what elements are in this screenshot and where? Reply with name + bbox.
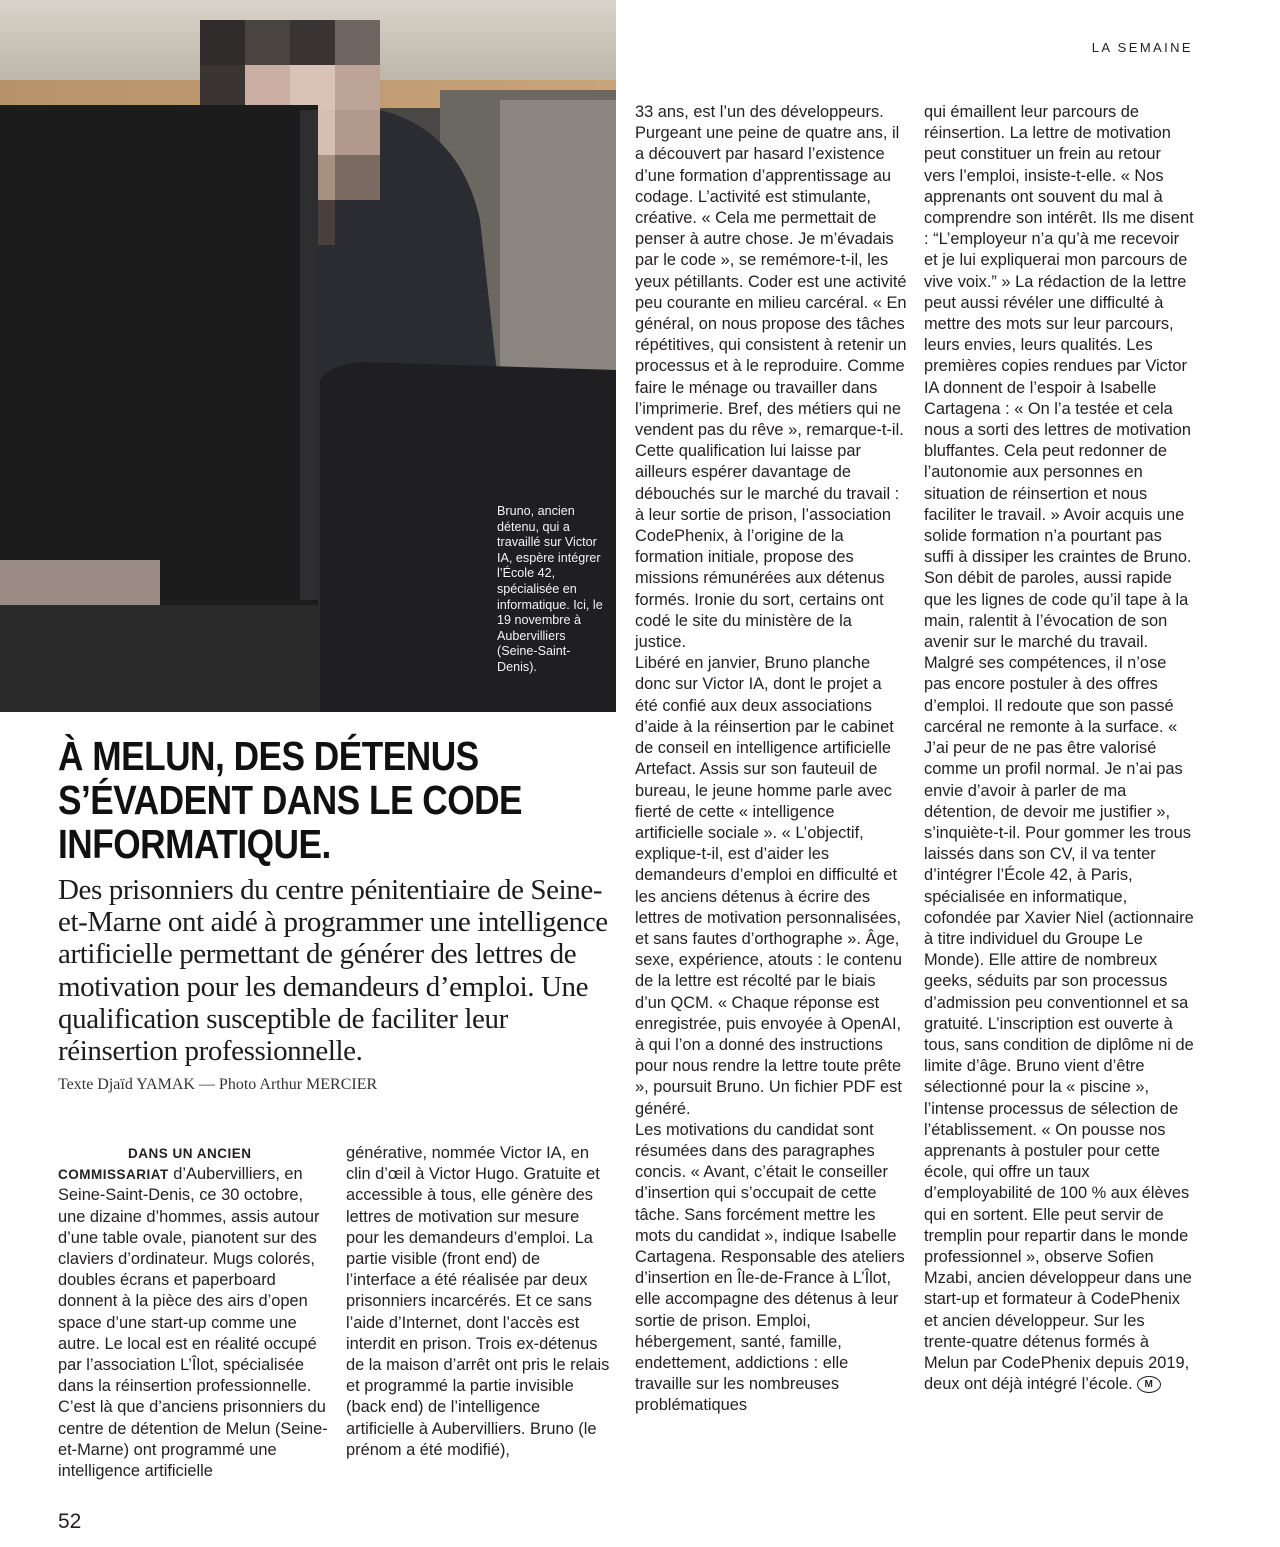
body-column-1-text: d’Aubervilliers, en Seine-Saint-Denis, ce 30 octobre, une dizaine d’hommes, assis autour d’une table ovale, pianotent sur des claviers d’ordinateur. Mugs colorés, doubles écrans et paperboard donnent à la pièce des airs d’open space d’une start-up comme une autre. Le local est en réalité occupé par l’association L’Îlot, spécialisée dans la réinsertion professionnelle. C’est là que d’anciens prisonniers du centre de détention de Melun (Seine-et-Marne) ont programmé une intelligence artificielle xyxy=(58,1165,328,1481)
body-column-2: générative, nommée Victor IA, en clin d’œil à Victor Hugo. Gratuite et accessible à tous, elle génère des lettres de motivation sur mesure pour les demandeurs d’emploi. La partie visible (front end) de l’interface a été réalisée par deux prisonniers incarcérés. Et ce sans l’aide d’Internet, dont l’accès est interdit en prison. Trois ex-détenus de la maison d’arrêt ont pris le relais et programmé la partie invisible (back end) de l’intelligence artificielle à Aubervilliers. Bruno (le prénom a été modifié), xyxy=(346,1144,610,1459)
photo-caption: Bruno, ancien détenu, qui a travaillé sur Victor IA, espère intégrer l’École 42, spécialisée en informatique. Ici, le 19 novembre à Aubervilliers (Seine-Saint-Denis). xyxy=(497,504,603,674)
body-column-1 xyxy=(58,1143,333,1482)
end-mark-icon: M xyxy=(1137,1376,1161,1393)
section-label: LA SEMAINE xyxy=(1091,40,1193,55)
body-column-4 xyxy=(924,102,1196,1395)
article-standfirst: Des prisonniers du centre pénitentiaire de Seine-et-Marne ont aidé à programmer une intelligence artificielle permettant de générer des lettres de motivation pour les demandeurs d’emploi. Une qualification susceptible de faciliter leur réinsertion professionnelle. xyxy=(58,874,608,1068)
article-credits: Texte Djaïd YAMAK — Photo Arthur MERCIER xyxy=(58,1076,378,1093)
page-number: 52 xyxy=(58,1510,82,1533)
body-column-3: 33 ans, est l’un des développeurs. Purgeant une peine de quatre ans, il a découvert par hasard l’existence d’une formation d’apprentissage au codage. L’activité est stimulante, créative. « Cela me permettait de penser à autre chose. Je m’évadais par le code », se remémore-t-il, les yeux pétillants. Coder est une activité peu courante en milieu carcéral. « En général, on nous propose des tâches répétitives, qui consistent à retenir un processus et à le reproduire. Comme faire le ménage ou travailler dans l’imprimerie. Bref, des métiers qui ne vendent pas du rêve », remarque-t-il. Cette qualification lui laisse par ailleurs espérer davantage de débouchés sur le marché du travail : à leur sortie de prison, l’association CodePhenix, à l’origine de la formation initiale, propose des missions rémunérées aux détenus formés. Ironie du sort, certains ont codé le site du ministère de la justice. Libéré en janvier, Bruno planche donc sur Victor IA, dont le projet a été confié aux deux associations d’aide à la réinsertion par le cabinet de conseil en intelligence artificielle Artefact. Assis sur son fauteuil de bureau, le jeune homme parle avec fierté de cette « intelligence artificielle sociale ». « L’objectif, explique-t-il, est d’aider les demandeurs d’emploi en difficulté et les anciens détenus à écrire des lettres de motivation personnalisées, et sans fautes d’orthographe ». Âge, sexe, expérience, atouts : le contenu de la lettre est récolté par le biais d’un QCM. « Chaque réponse est enregistrée, puis envoyée à OpenAI, à qui l’on a donné des instructions pour nous rendre la lettre toute prête », poursuit Bruno. Un fichier PDF est généré. Les motivations du candidat sont résumées dans des paragraphes concis. « Avant, c’était le conseiller d’insertion qui s’occupait de cette tâche. Sans forcément mettre les mots du candidat », indique Isabelle Cartagena. Responsable des ateliers d’insertion en Île-de-France à L’Îlot, elle accompagne des détenus à leur sortie de prison. Emploi, hébergement, santé, famille, endettement, addictions : elle travaille sur les nombreuses problématiques xyxy=(635,103,907,1415)
lead-in: DANS UN ANCIEN COMMISSARIAT xyxy=(58,1146,252,1183)
body-column-4-text: qui émaillent leur parcours de réinsertion. La lettre de motivation peut constituer un frein au retour vers l’emploi, insiste-t-elle. « Nos apprenants ont souvent du mal à comprendre son intérêt. Ils me disent : “L’employeur n’a qu’à me recevoir et je lui expliquerai mon parcours de vive voix.” » La rédaction de la lettre peut aussi révéler une difficulté à mettre des mots sur leur parcours, leurs envies, leurs qualités. Les premières copies rendues par Victor IA donnent de l’espoir à Isabelle Cartagena : « On l’a testée et cela nous a sorti des lettres de motivation bluffantes. Cela peut redonner de l’autonomie aux personnes en situation de réinsertion et nous faciliter le travail. » Avoir acquis une solide formation n’a pourtant pas suffi à dissiper les craintes de Bruno. Son débit de paroles, aussi rapide que les lignes de code qu’il tape à la main, ralentit à l’évocation de son avenir sur le marché du travail. Malgré ses compétences, il n’ose pas encore postuler à des offres d’emploi. Il redoute que son passé carcéral ne remonte à la surface. « J’ai peur de ne pas être valorisé comme un profil normal. Je n’ai pas envie d’avoir à parler de ma détention, de devoir me justifier », s’inquiète-t-il. Pour gommer les trous laissés dans son CV, il va tenter d’intégrer l’École 42, à Paris, spécialisée en informatique, cofondée par Xavier Niel (actionnaire à titre individuel du Groupe Le Monde). Elle attire de nombreux geeks, séduits par son processus d’admission peu conventionnel et sa gratuité. L’inscription est ouverte à tous, sans condition de diplôme ni de limite d’âge. Bruno vient d’être sélectionné pour la « piscine », l’intense processus de sélection de l’établissement. « On pousse nos apprenants à postuler pour cette école, qui offre un taux d’employabilité de 100 % aux élèves qui en sortent. Elle peut servir de tremplin pour repartir dans le monde professionnel », observe Sofien Mzabi, ancien développeur dans une start-up et formateur à CodePhenix et ancien développeur. Sur les trente-quatre détenus formés à Melun par CodePhenix depuis 2019, deux ont déjà intégré l’école. xyxy=(924,103,1194,1394)
article-title: À MELUN, DES DÉTENUS S’ÉVADENT DANS LE CODE INFORMATIQUE. xyxy=(58,733,523,867)
article-photo xyxy=(0,0,616,712)
